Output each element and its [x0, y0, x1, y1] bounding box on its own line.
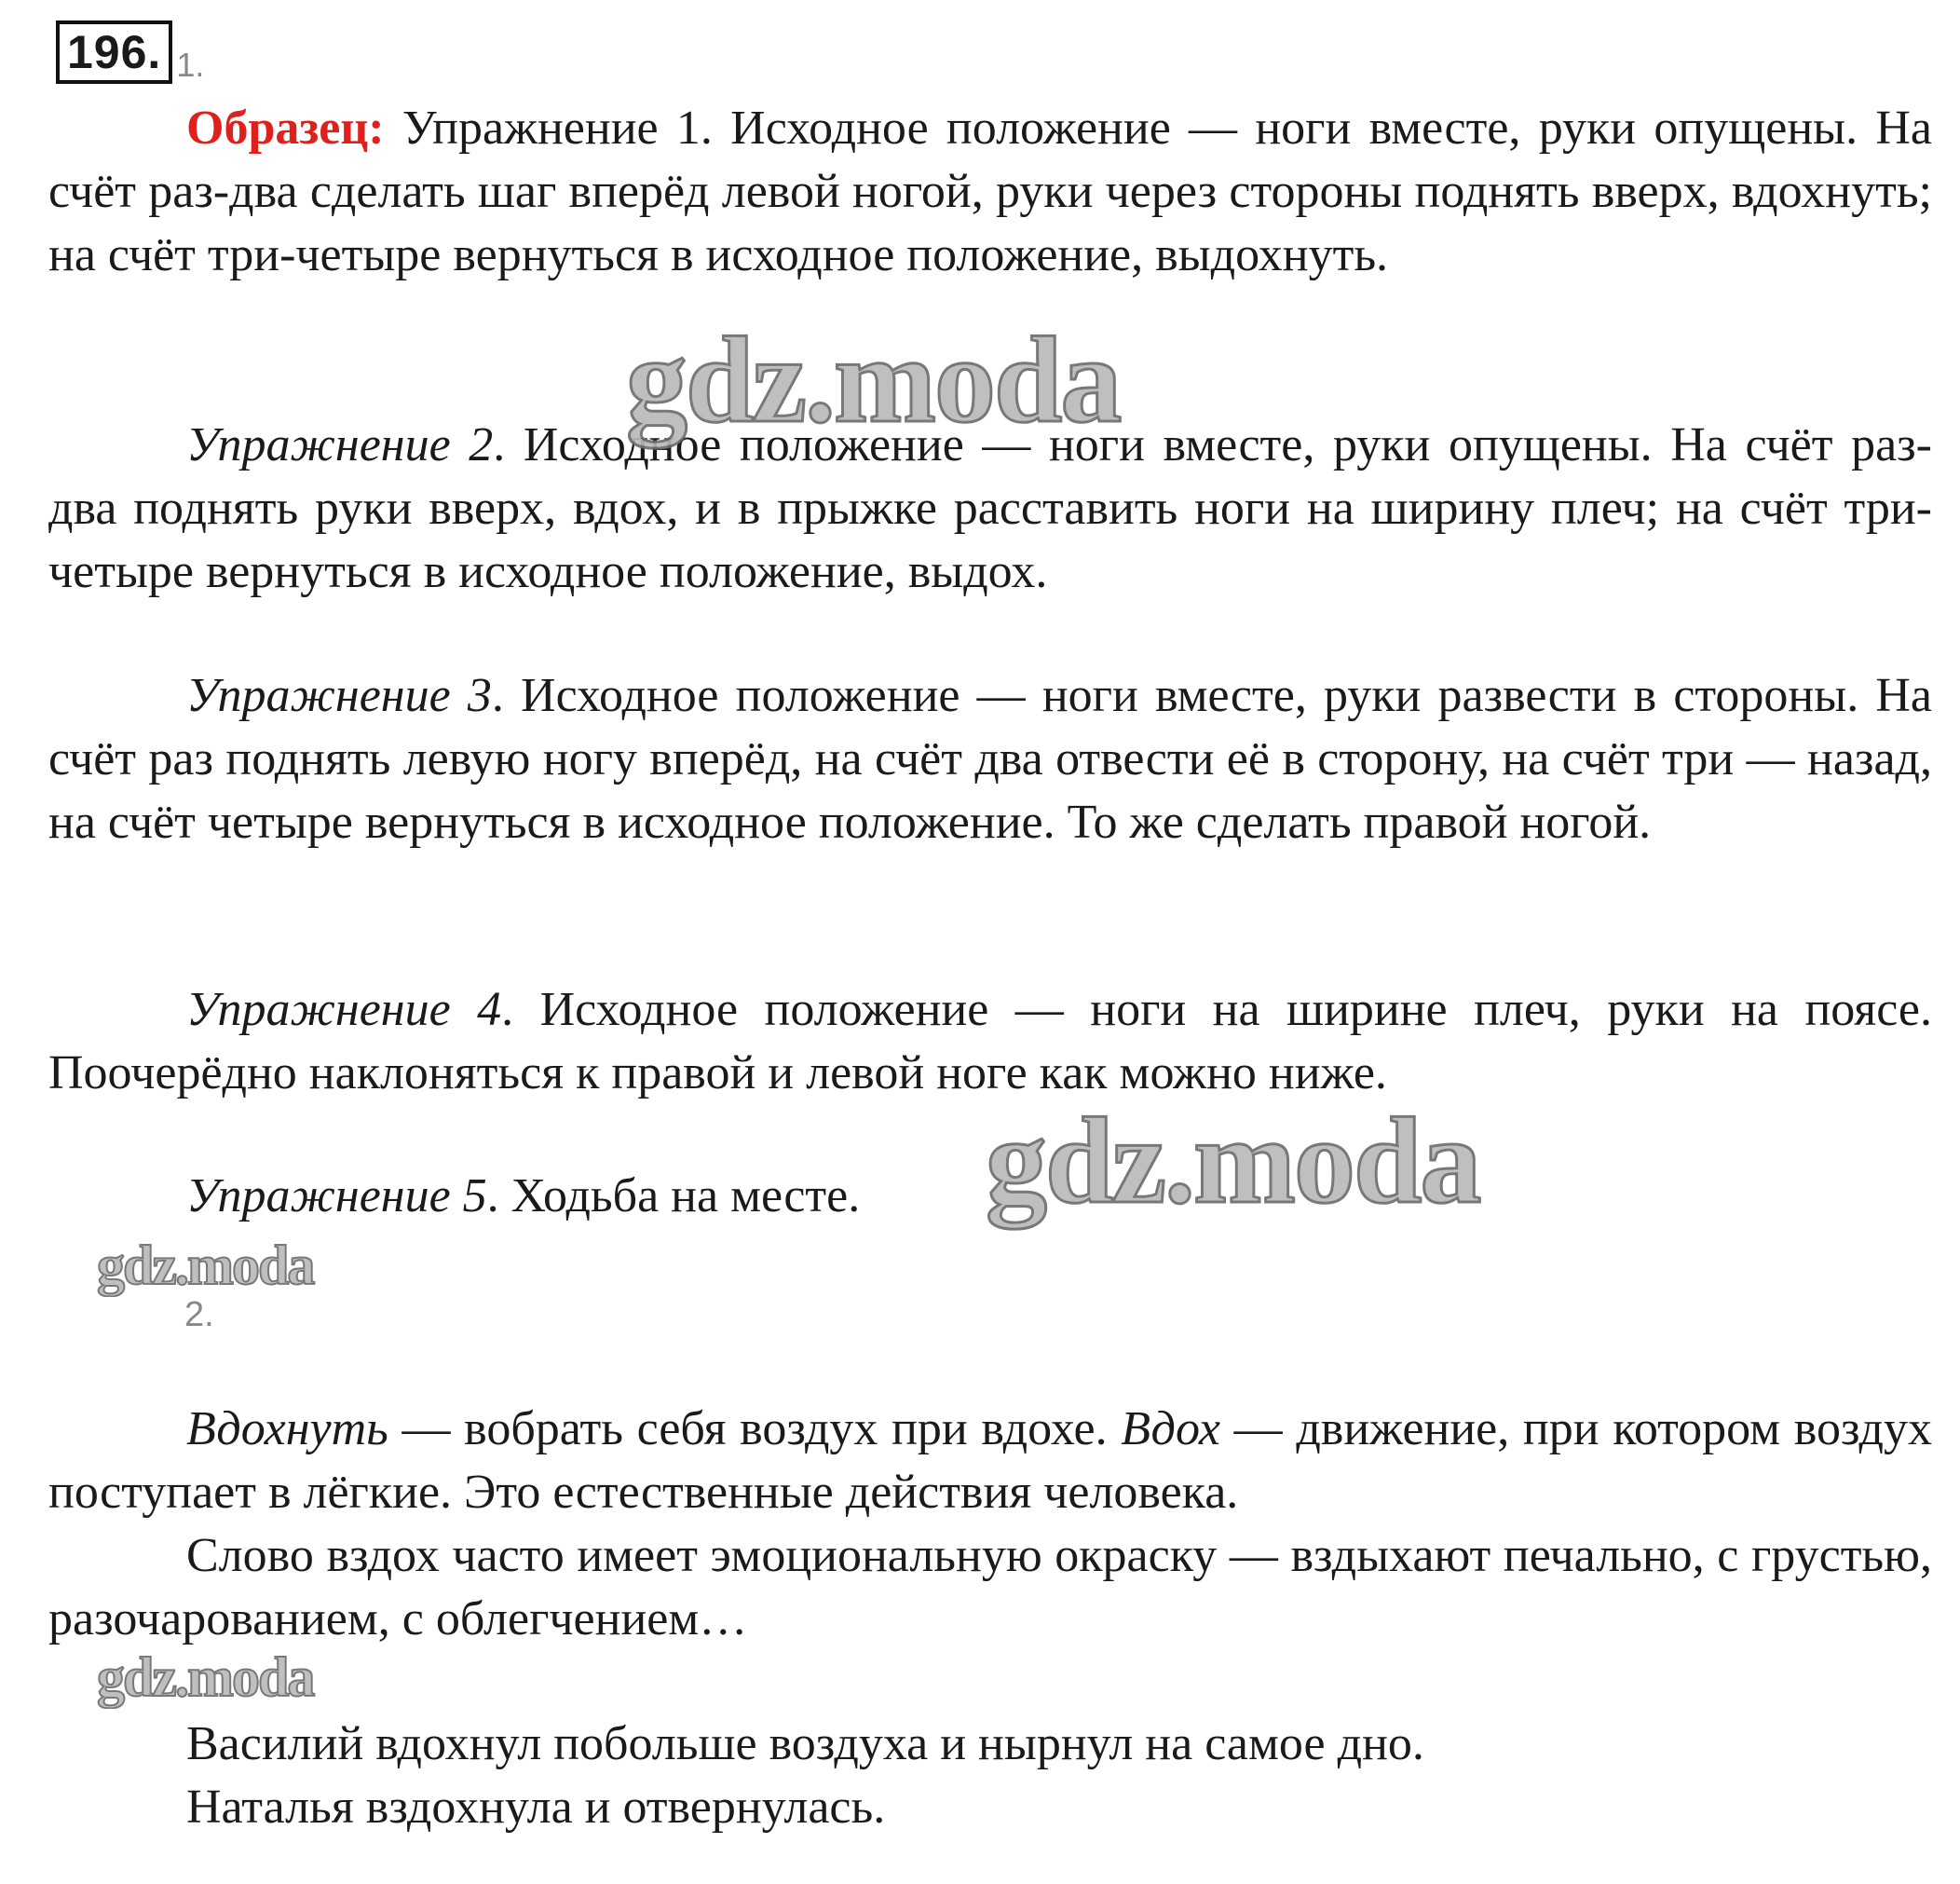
task-number: 196.	[56, 20, 172, 84]
part-marker-1: 1.	[176, 46, 205, 84]
exercise-4-paragraph	[48, 978, 1932, 1105]
part-marker-2: 2.	[184, 1295, 214, 1334]
exercise-3-paragraph	[48, 664, 1932, 854]
watermark-top: gdz.moda	[626, 311, 1121, 448]
example-sentence-2: Наталья вздохнула и отвернулась.	[186, 1781, 886, 1834]
definition-paragraph	[48, 1398, 1932, 1524]
emotional-colour-paragraph: Слово вздох часто имеет эмоциональную окраску — вздыхают печально, с грустью, разочарованием, с облегчением…	[48, 1529, 1932, 1645]
exercise-2-label: Упражнение 2	[186, 418, 494, 471]
exercise-3-text: . Исходное положение — ноги вместе, руки развести в стороны. На счёт раз поднять левую ногу вперёд, на счёт два отвести её в сторону, на счёт три — назад, на счёт четыре вернуться в исходное положение. То же сделать правой ногой.	[48, 669, 1932, 849]
exercise-4-text: . Исходное положение — ноги на ширине плеч, руки на поясе. Поочерёдно наклоняться к правой и левой ноге как можно ниже.	[48, 983, 1933, 1099]
exercise-5-label: Упражнение 5	[186, 1169, 487, 1222]
term-vdokhnut: Вдохнуть	[186, 1402, 388, 1455]
exercise-5-text: . Ходьба на месте.	[486, 1169, 861, 1222]
watermark-small-1: gdz.moda	[97, 1235, 314, 1296]
watermark-small-2: gdz.moda	[97, 1646, 314, 1708]
watermark-middle: gdz.moda	[986, 1092, 1480, 1229]
exercise-4-label: Упражнение 4	[186, 983, 502, 1036]
definition-vdokh: — движение, при котором воздух поступает в лёгкие. Это естественные действия человека.	[48, 1402, 1932, 1519]
exercise-1-text: Упражнение 1. Исходное положение — ноги вместе, руки опущены. На счёт раз-два сделать шаг вперёд левой ногой, руки через стороны поднять вверх, вдохнуть; на счёт три-четыре вернуться в исходное положение, выдохнуть.	[48, 102, 1932, 281]
term-vdokh: Вдох	[1121, 1402, 1221, 1455]
exercise-2-text: . Исходное положение — ноги вместе, руки опущены. На счёт раз-два поднять руки вверх, вдох, и в прыжке расставить ноги на ширину плеч; на счёт три-четыре вернуться в исходное положение, выдох.	[48, 418, 1933, 598]
exercise-3-label: Упражнение 3	[186, 669, 492, 722]
sample-label: Образец:	[186, 102, 385, 155]
definition-vdokhnut: — вобрать себя воздух при вдохе.	[388, 1402, 1122, 1455]
task-header	[56, 20, 204, 84]
example-sentence-1: Василий вдохнул побольше воздуха и нырнул на самое дно.	[186, 1717, 1424, 1770]
exercise-1-paragraph	[48, 97, 1932, 287]
